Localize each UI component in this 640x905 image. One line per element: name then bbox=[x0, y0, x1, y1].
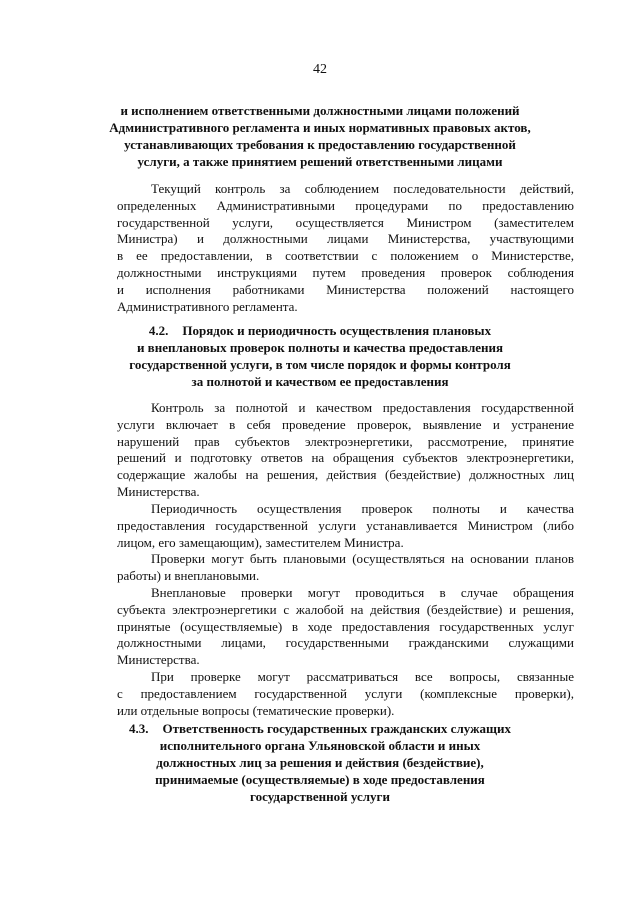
text-line: работы) и внеплановыми. bbox=[117, 567, 260, 583]
text-line: услуги включает в себя проведение проверок, выявление и устранение bbox=[117, 416, 574, 432]
text-line: и исполнения работниками Министерства положений настоящего bbox=[117, 281, 574, 297]
text-line: предоставления государственной услуги устанавливается Министром (либо bbox=[117, 517, 574, 533]
heading-line: услуги, а также принятием решений ответственными лицами bbox=[137, 154, 503, 169]
text-line: государственной услуги, осуществляется Министром (заместителем bbox=[117, 214, 574, 230]
text-line: субъекта электроэнергетики с жалобой на действия (бездействие) и решения, bbox=[117, 601, 574, 617]
heading-top bbox=[0, 102, 640, 170]
heading-line: и внеплановых проверок полноты и качества предоставления bbox=[136, 340, 504, 355]
text-line: Проверки могут быть плановыми (осуществляться на основании планов bbox=[151, 551, 574, 566]
paragraph-control-scope bbox=[117, 400, 574, 501]
heading-line: государственной услуги, в том числе порядок и формы контроля bbox=[129, 357, 511, 372]
text-line: должностными инструкциями путем проведения проверок соблюдения bbox=[117, 264, 574, 280]
text-line: содержащие жалобы на решения, действия (бездействие) должностных лиц bbox=[117, 467, 574, 483]
section-4-2-heading bbox=[0, 322, 640, 390]
paragraph-current-control bbox=[117, 181, 574, 315]
text-line: определенных Административными процедурами по предоставлению bbox=[117, 197, 574, 213]
section-number: 4.3. bbox=[129, 721, 149, 736]
section-number: 4.2. bbox=[148, 323, 169, 338]
heading-line: исполнительного органа Ульяновской области и иных bbox=[159, 738, 481, 753]
paragraph-check-questions bbox=[117, 669, 574, 719]
text-line: Внеплановые проверки могут проводиться в случае обращения bbox=[151, 585, 574, 600]
text-line: При проверке могут рассматриваться все вопросы, связанные bbox=[151, 669, 574, 684]
text-line: Министерства. bbox=[117, 483, 200, 499]
text-line: решений и подготовку ответов на обращения субъектов электроэнергетики, bbox=[117, 450, 574, 466]
text-line: в ее предоставлении, в соответствии с положением о Министерстве, bbox=[117, 248, 574, 264]
heading-line bbox=[0, 720, 640, 737]
heading-line: устанавливающих требования к предоставлению государственной bbox=[124, 137, 516, 152]
text-line: должностными лицами, государственными гражданскими служащими bbox=[117, 635, 574, 651]
text-line: Контроль за полнотой и качеством предоставления государственной bbox=[151, 400, 574, 415]
text-line: с предоставлением государственной услуги (комплексные проверки), bbox=[117, 685, 574, 701]
heading-line: за полнотой и качеством ее предоставления bbox=[191, 374, 449, 389]
text-line: лицом, его замещающим), заместителем Министра. bbox=[117, 534, 404, 550]
page-number: 42 bbox=[313, 62, 327, 77]
heading-line: должностных лиц за решения и действия (бездействие), bbox=[156, 755, 484, 770]
heading-line: государственной услуги bbox=[250, 789, 390, 804]
text-line: Министерства. bbox=[117, 652, 200, 668]
paragraph-periodicity bbox=[117, 501, 574, 551]
heading-text: Ответственность государственных гражданских служащих bbox=[162, 721, 511, 736]
heading-text: Порядок и периодичность осуществления плановых bbox=[182, 323, 492, 338]
heading-line: Административного регламента и иных нормативных правовых актов, bbox=[109, 120, 531, 135]
heading-line bbox=[0, 322, 640, 339]
text-line: Текущий контроль за соблюдением последовательности действий, bbox=[151, 181, 574, 196]
text-line: принятые (осуществляемые) в ходе предоставления государственных услуг bbox=[117, 618, 574, 634]
text-line: нарушений прав субъектов электроэнергетики, рассмотрение, принятие bbox=[117, 433, 574, 449]
section-4-3-heading bbox=[0, 720, 640, 805]
heading-line: и исполнением ответственными должностными лицами положений bbox=[120, 103, 520, 118]
heading-line: принимаемые (осуществляемые) в ходе предоставления bbox=[155, 772, 485, 787]
text-line: или отдельные вопросы (тематические проверки). bbox=[117, 702, 395, 718]
paragraph-unplanned-checks bbox=[117, 585, 574, 669]
text-line: Административного регламента. bbox=[117, 298, 298, 314]
text-line: Периодичность осуществления проверок полноты и качества bbox=[151, 501, 574, 516]
paragraph-planned-checks bbox=[117, 551, 574, 585]
text-line: Министра) и должностными лицами Министерства, участвующими bbox=[117, 231, 574, 247]
